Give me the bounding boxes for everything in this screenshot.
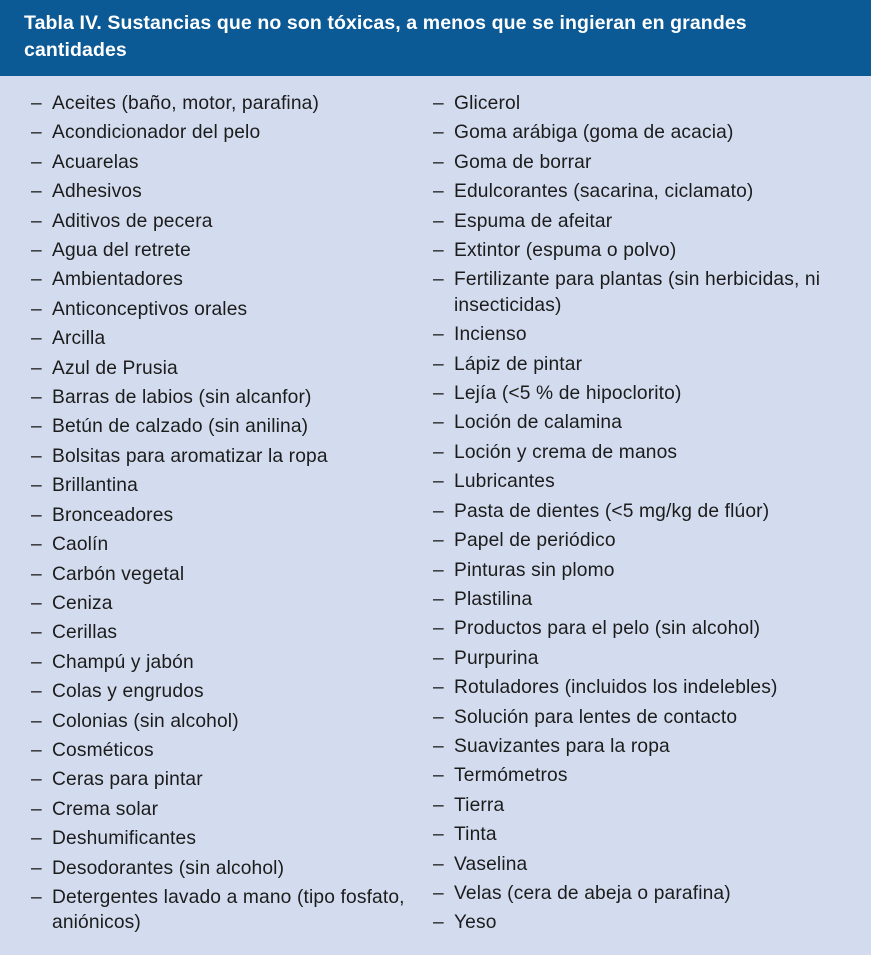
left-column-list bbox=[31, 89, 421, 938]
list-item: – Tinta bbox=[433, 820, 863, 849]
list-item: – Yeso bbox=[433, 908, 863, 937]
list-item: – Rotuladores (incluidos los indelebles) bbox=[433, 673, 863, 702]
list-item: – Termómetros bbox=[433, 761, 863, 790]
list-item: – Solución para lentes de contacto bbox=[433, 703, 863, 732]
right-column-list bbox=[433, 89, 863, 938]
list-item: – Colas y engrudos bbox=[31, 677, 421, 706]
list-item: – Agua del retrete bbox=[31, 236, 421, 265]
list-item: – Acondicionador del pelo bbox=[31, 118, 421, 147]
list-item: – Colonias (sin alcohol) bbox=[31, 707, 421, 736]
list-item: – Loción de calamina bbox=[433, 408, 863, 437]
list-item: – Productos para el pelo (sin alcohol) bbox=[433, 614, 863, 643]
list-item: – Cosméticos bbox=[31, 736, 421, 765]
list-item: – Velas (cera de abeja o parafina) bbox=[433, 879, 863, 908]
list-item: – Ambientadores bbox=[31, 265, 421, 294]
list-item: – Crema solar bbox=[31, 795, 421, 824]
list-item: – Ceniza bbox=[31, 589, 421, 618]
list-item: – Vaselina bbox=[433, 850, 863, 879]
list-item: – Bronceadores bbox=[31, 501, 421, 530]
list-item: – Deshumificantes bbox=[31, 824, 421, 853]
list-item: – Loción y crema de manos bbox=[433, 438, 863, 467]
list-item: – Plastilina bbox=[433, 585, 863, 614]
list-item: – Barras de labios (sin alcanfor) bbox=[31, 383, 421, 412]
list-item: – Adhesivos bbox=[31, 177, 421, 206]
list-item: – Purpurina bbox=[433, 644, 863, 673]
list-item: – Bolsitas para aromatizar la ropa bbox=[31, 442, 421, 471]
list-item: – Aceites (baño, motor, parafina) bbox=[31, 89, 421, 118]
list-item: – Acuarelas bbox=[31, 148, 421, 177]
list-item: – Extintor (espuma o polvo) bbox=[433, 236, 863, 265]
list-item: – Azul de Prusia bbox=[31, 354, 421, 383]
list-item: – Lejía (<5 % de hipoclorito) bbox=[433, 379, 863, 408]
list-item: – Glicerol bbox=[433, 89, 863, 118]
list-item: – Pasta de dientes (<5 mg/kg de flúor) bbox=[433, 497, 863, 526]
list-item: – Fertilizante para plantas (sin herbicidas, ni insecticidas) bbox=[433, 265, 863, 320]
list-item: – Pinturas sin plomo bbox=[433, 556, 863, 585]
list-item: – Betún de calzado (sin anilina) bbox=[31, 412, 421, 441]
list-item: – Cerillas bbox=[31, 618, 421, 647]
list-item: – Papel de periódico bbox=[433, 526, 863, 555]
list-item: – Lubricantes bbox=[433, 467, 863, 496]
list-item: – Brillantina bbox=[31, 471, 421, 500]
list-item: – Lápiz de pintar bbox=[433, 350, 863, 379]
table-header bbox=[0, 0, 871, 76]
list-item: – Detergentes lavado a mano (tipo fosfato, aniónicos) bbox=[31, 883, 421, 938]
list-item: – Goma arábiga (goma de acacia) bbox=[433, 118, 863, 147]
list-item: – Incienso bbox=[433, 320, 863, 349]
list-item: – Goma de borrar bbox=[433, 148, 863, 177]
table-title: Tabla IV. Sustancias que no son tóxicas, a menos que se ingieran en grandes cantidades bbox=[24, 12, 747, 61]
list-item: – Espuma de afeitar bbox=[433, 207, 863, 236]
list-item: – Desodorantes (sin alcohol) bbox=[31, 854, 421, 883]
list-item: – Aditivos de pecera bbox=[31, 207, 421, 236]
list-item: – Anticonceptivos orales bbox=[31, 295, 421, 324]
list-item: – Edulcorantes (sacarina, ciclamato) bbox=[433, 177, 863, 206]
list-item: – Suavizantes para la ropa bbox=[433, 732, 863, 761]
list-item: – Tierra bbox=[433, 791, 863, 820]
list-item: – Carbón vegetal bbox=[31, 560, 421, 589]
list-item: – Champú y jabón bbox=[31, 648, 421, 677]
list-item: – Ceras para pintar bbox=[31, 765, 421, 794]
list-item: – Arcilla bbox=[31, 324, 421, 353]
list-item: – Caolín bbox=[31, 530, 421, 559]
